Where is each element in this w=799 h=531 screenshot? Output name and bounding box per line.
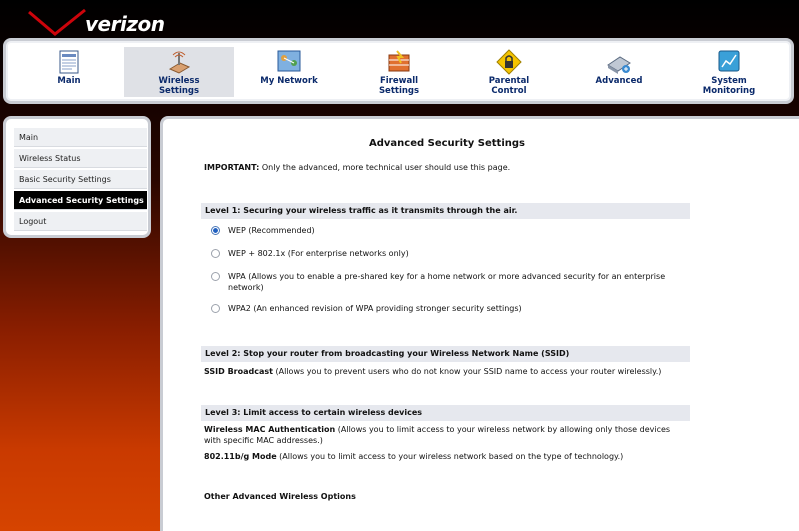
option-wep-8021x-label: WEP + 802.1x (For enterprise networks only)	[228, 249, 409, 258]
monitor-icon	[714, 49, 744, 75]
bg-mode-link[interactable]: 802.11b/g Mode	[204, 452, 277, 461]
top-navigation	[3, 38, 794, 104]
mac-auth-desc: (Allows you to limit access to your wireless network by allowing only those devices with specific MAC addresses.)	[204, 425, 671, 445]
sidebar-item-main[interactable]: Main	[14, 128, 147, 147]
important-label: IMPORTANT:	[204, 163, 260, 172]
nav-firewall-settings[interactable]	[344, 47, 454, 97]
option-wep-label: WEP (Recommended)	[228, 226, 315, 235]
level2-heading: Level 2: Stop your router from broadcasting your Wireless Network Name (SSID)	[201, 346, 690, 362]
nav-my-network-label: My Network	[260, 76, 318, 86]
main-icon	[54, 49, 84, 75]
option-wpa-label: WPA (Allows you to enable a pre-shared key for a home network or more advanced security for an enterprise network)	[228, 272, 666, 292]
ssid-broadcast-row	[204, 366, 684, 377]
logo-text: verizon	[85, 12, 165, 36]
nav-main-label: Main	[57, 76, 81, 86]
page-title: Advanced Security Settings	[368, 138, 525, 149]
other-options-heading[interactable]: Other Advanced Wireless Options	[204, 492, 356, 501]
verizon-logo	[27, 8, 167, 38]
sidebar	[3, 116, 151, 238]
wireless-icon	[164, 49, 194, 75]
nav-firewall-settings-label: Firewall Settings	[378, 76, 420, 96]
main-content	[160, 116, 799, 531]
level3-heading: Level 3: Limit access to certain wireless devices	[201, 405, 690, 421]
mac-auth-row	[204, 424, 684, 446]
level1-heading: Level 1: Securing your wireless traffic as it transmits through the air.	[201, 203, 690, 219]
sidebar-item-basic-security[interactable]: Basic Security Settings	[14, 170, 147, 189]
parental-lock-icon	[494, 49, 524, 75]
nav-main[interactable]	[14, 47, 124, 97]
nav-wireless-settings[interactable]	[124, 47, 234, 97]
nav-my-network[interactable]	[234, 47, 344, 97]
option-wpa2-label: WPA2 (An enhanced revision of WPA providing stronger security settings)	[228, 304, 522, 313]
sidebar-item-logout[interactable]: Logout	[14, 212, 147, 231]
radio-wep[interactable]	[211, 226, 220, 235]
ssid-broadcast-link[interactable]: SSID Broadcast	[204, 367, 273, 376]
radio-wep-8021x[interactable]	[211, 249, 220, 258]
firewall-icon	[384, 49, 414, 75]
radio-wpa[interactable]	[211, 272, 220, 281]
nav-system-monitoring-label: System Monitoring	[702, 76, 756, 96]
important-text: Only the advanced, more technical user should use this page.	[259, 163, 511, 172]
bg-mode-row	[204, 451, 684, 462]
nav-parental-control[interactable]	[454, 47, 564, 97]
sidebar-item-advanced-security[interactable]: Advanced Security Settings	[14, 191, 147, 210]
mac-auth-link[interactable]: Wireless MAC Authentication	[204, 425, 336, 434]
ssid-broadcast-desc: (Allows you to prevent users who do not know your SSID name to access your router wirelessly.)	[272, 367, 662, 376]
advanced-icon	[604, 49, 634, 75]
sidebar-item-wireless-status[interactable]: Wireless Status	[14, 149, 147, 168]
nav-advanced-label: Advanced	[595, 76, 643, 86]
nav-advanced[interactable]	[564, 47, 674, 97]
verizon-check-icon	[27, 8, 87, 38]
nav-wireless-settings-label: Wireless Settings	[158, 76, 200, 96]
radio-wpa2[interactable]	[211, 304, 220, 313]
network-icon	[274, 49, 304, 75]
nav-system-monitoring[interactable]	[674, 47, 784, 97]
bg-mode-desc: (Allows you to limit access to your wireless network based on the type of technology.)	[276, 452, 624, 461]
nav-parental-control-label: Parental Control	[488, 76, 530, 96]
important-note	[204, 163, 510, 172]
